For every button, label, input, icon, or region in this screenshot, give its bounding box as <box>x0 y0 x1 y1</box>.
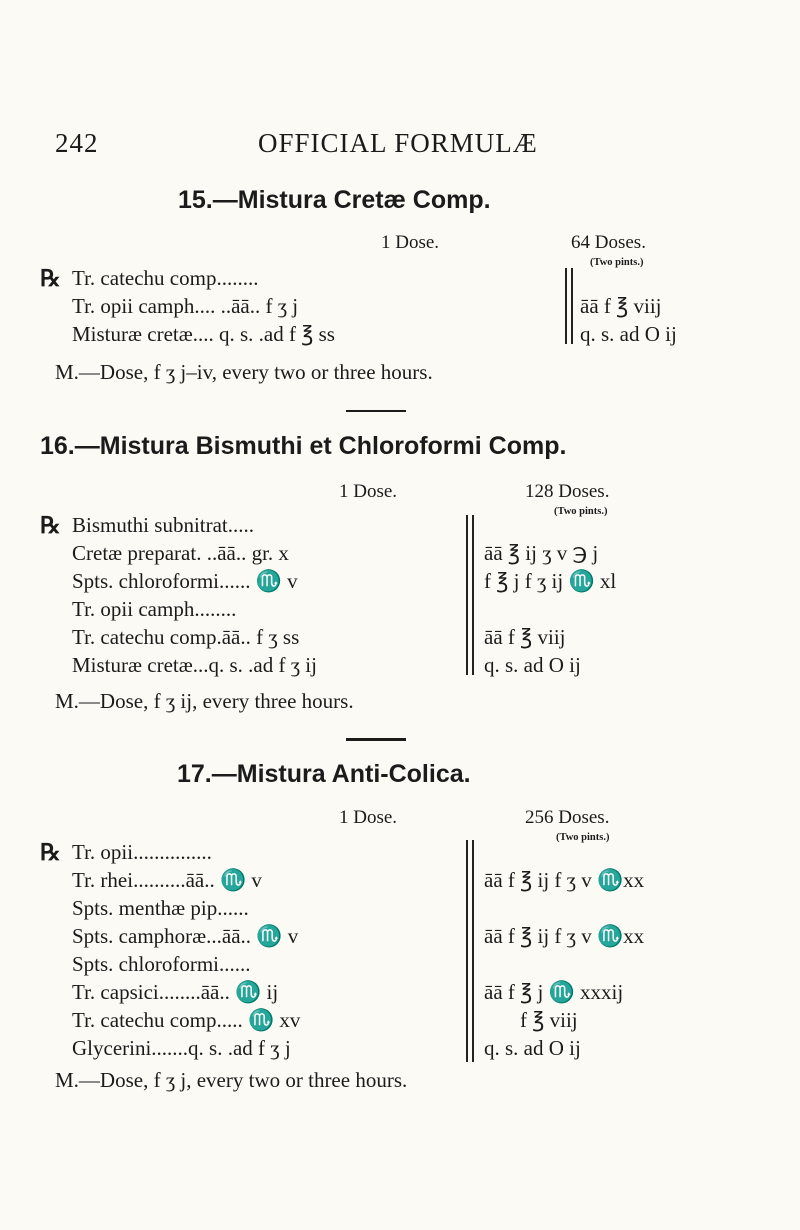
bulk-quantity: f ℥ j f ʒ ij ♏ xl <box>484 569 617 593</box>
column-divider <box>565 268 567 344</box>
formula-title: 15.—Mistura Cretæ Comp. <box>178 186 491 214</box>
ingredient-line: Tr. rhei..........āā.. ♏ v <box>72 868 262 892</box>
column-header-total-doses: 64 Doses. <box>571 232 646 253</box>
column-divider <box>472 515 474 675</box>
column-header-single-dose: 1 Dose. <box>339 481 398 502</box>
ingredient-line: Tr. catechu comp.āā.. f ʒ ss <box>72 625 300 649</box>
bulk-quantity: āā f ℥ ij f ʒ v ♏xx <box>484 924 645 948</box>
formula-title: 16.—Mistura Bismuthi et Chloroformi Comp. <box>40 432 567 460</box>
ingredient-line: Tr. opii camph........ <box>72 597 237 621</box>
recipe-symbol: ℞ <box>40 513 61 538</box>
ingredient-line: Tr. capsici........āā.. ♏ ij <box>72 980 279 1004</box>
bulk-quantity: q. s. ad O ij <box>484 653 581 677</box>
column-divider <box>466 515 468 675</box>
bulk-quantity: āā f ℥ j ♏ xxxij <box>484 980 624 1004</box>
bulk-quantity: q. s. ad O ij <box>484 1036 581 1060</box>
ingredient-line: Spts. chloroformi...... ♏ v <box>72 569 298 593</box>
ingredient-line: Tr. opii camph.... ..āā.. f ʒ j <box>72 294 299 318</box>
column-divider <box>472 840 474 1062</box>
column-header-total-doses: 128 Doses. <box>525 481 610 502</box>
section-divider <box>346 410 406 412</box>
ingredient-line: Cretæ preparat. ..āā.. gr. x <box>72 541 289 565</box>
ingredient-line: Tr. catechu comp..... ♏ xv <box>72 1008 301 1032</box>
ingredient-line: Tr. opii............... <box>72 840 212 864</box>
bulk-quantity: āā f ℥ viij <box>580 294 662 318</box>
directions: M.—Dose, f ʒ ij, every three hours. <box>55 689 354 713</box>
column-divider <box>571 268 573 344</box>
recipe-symbol: ℞ <box>40 266 61 291</box>
ingredient-line: Bismuthi subnitrat..... <box>72 513 255 537</box>
directions: M.—Dose, f ʒ j, every two or three hours. <box>55 1068 408 1092</box>
ingredient-line: Misturæ cretæ.... q. s. .ad f ℥ ss <box>72 322 335 346</box>
bulk-quantity: f ℥ viij <box>520 1008 578 1032</box>
column-divider <box>466 840 468 1062</box>
running-title: OFFICIAL FORMULÆ <box>258 128 538 158</box>
ingredient-line: Spts. chloroformi...... <box>72 952 251 976</box>
directions: M.—Dose, f ʒ j–iv, every two or three hours. <box>55 360 433 384</box>
recipe-symbol: ℞ <box>40 840 61 865</box>
ingredient-line: Tr. catechu comp........ <box>72 266 259 290</box>
column-subheader: (Two pints.) <box>556 832 610 843</box>
bulk-quantity: āā ℥ ij ʒ v ℈ j <box>484 541 599 565</box>
ingredient-line: Misturæ cretæ...q. s. .ad f ʒ ij <box>72 653 317 677</box>
section-divider <box>346 738 406 741</box>
column-subheader: (Two pints.) <box>590 257 644 268</box>
column-header-total-doses: 256 Doses. <box>525 807 610 828</box>
ingredient-line: Glycerini.......q. s. .ad f ʒ j <box>72 1036 291 1060</box>
formula-title: 17.—Mistura Anti-Colica. <box>177 760 471 788</box>
page-number: 242 <box>55 128 99 158</box>
column-header-single-dose: 1 Dose. <box>381 232 440 253</box>
bulk-quantity: āā f ℥ ij f ʒ v ♏xx <box>484 868 645 892</box>
column-header-single-dose: 1 Dose. <box>339 807 398 828</box>
bulk-quantity: āā f ℥ viij <box>484 625 566 649</box>
ingredient-line: Spts. menthæ pip...... <box>72 896 249 920</box>
column-subheader: (Two pints.) <box>554 506 608 517</box>
ingredient-line: Spts. camphoræ...āā.. ♏ v <box>72 924 299 948</box>
bulk-quantity: q. s. ad O ij <box>580 322 677 346</box>
